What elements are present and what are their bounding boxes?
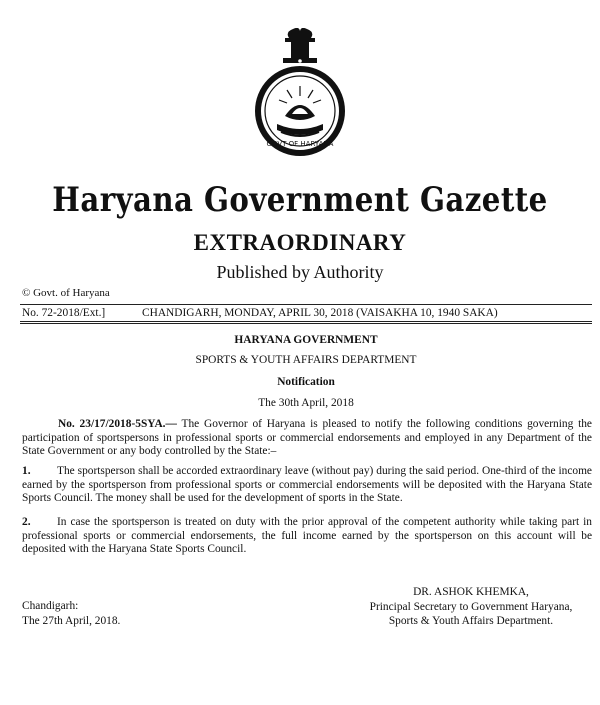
issue-line	[22, 307, 592, 319]
published-by-authority: Published by Authority	[216, 262, 384, 282]
issue-number: No. 72-2018/Ext.]	[22, 307, 106, 319]
signatory-name: DR. ASHOK KHEMKA,	[413, 586, 529, 598]
intro-text: The Governor of Haryana is pleased to notify the following conditions governing the participation of sportspersons in professional sports or commercial endorsements and employed in any Department of the State Government or any body controlled by the State:–	[22, 418, 592, 458]
item-text: In case the sportsperson is treated on duty with the prior approval of the competent authority while taking part in professional sports or commercial endorsements, the full income earned by the sportsperson on this account will be deposited with the Haryana State Sports Council.	[22, 516, 592, 556]
government-heading: HARYANA GOVERNMENT	[234, 334, 378, 346]
bottom-rule-2	[20, 323, 592, 324]
bottom-rule-1	[20, 321, 592, 322]
haryana-state-emblem	[245, 28, 355, 163]
signatory-designation: Principal Secretary to Government Haryana,	[369, 600, 573, 613]
notification-heading: Notification	[277, 376, 335, 388]
condition-item-2	[22, 516, 592, 557]
copyright-note: © Govt. of Haryana	[22, 287, 110, 299]
signing-date: The 27th April, 2018.	[22, 614, 121, 627]
place-date-block	[22, 599, 120, 628]
item-number: 2.	[22, 516, 31, 528]
notification-date: The 30th April, 2018	[258, 397, 354, 409]
svg-text:GOVT OF HARYANA: GOVT OF HARYANA	[266, 140, 334, 148]
signatory-department: Sports & Youth Affairs Department.	[388, 615, 554, 627]
extraordinary-heading: EXTRAORDINARY	[193, 230, 407, 255]
department-heading: SPORTS & YOUTH AFFAIRS DEPARTMENT	[195, 354, 417, 366]
gazette-masthead-title: Haryana Government Gazette	[52, 180, 548, 220]
signing-place: Chandigarh:	[22, 600, 79, 612]
notification-ref: No. 23/17/2018-5SYA.—	[58, 418, 177, 430]
issue-date-line: CHANDIGARH, MONDAY, APRIL 30, 2018 (VAISAKHA 10, 1940 SAKA)	[142, 307, 498, 319]
item-text: The sportsperson shall be accorded extraordinary leave (without pay) during the said period. One-third of the income earned by the sportsperson from professional sports or commercial endorsements will be deposited with the Haryana State Sports Council. The money shall be used for the development of sports in the State.	[22, 465, 592, 505]
item-number: 1.	[22, 465, 31, 477]
signatory-block	[340, 585, 600, 629]
condition-item-1	[22, 465, 592, 506]
notification-intro	[22, 418, 592, 459]
top-rule	[20, 304, 592, 305]
